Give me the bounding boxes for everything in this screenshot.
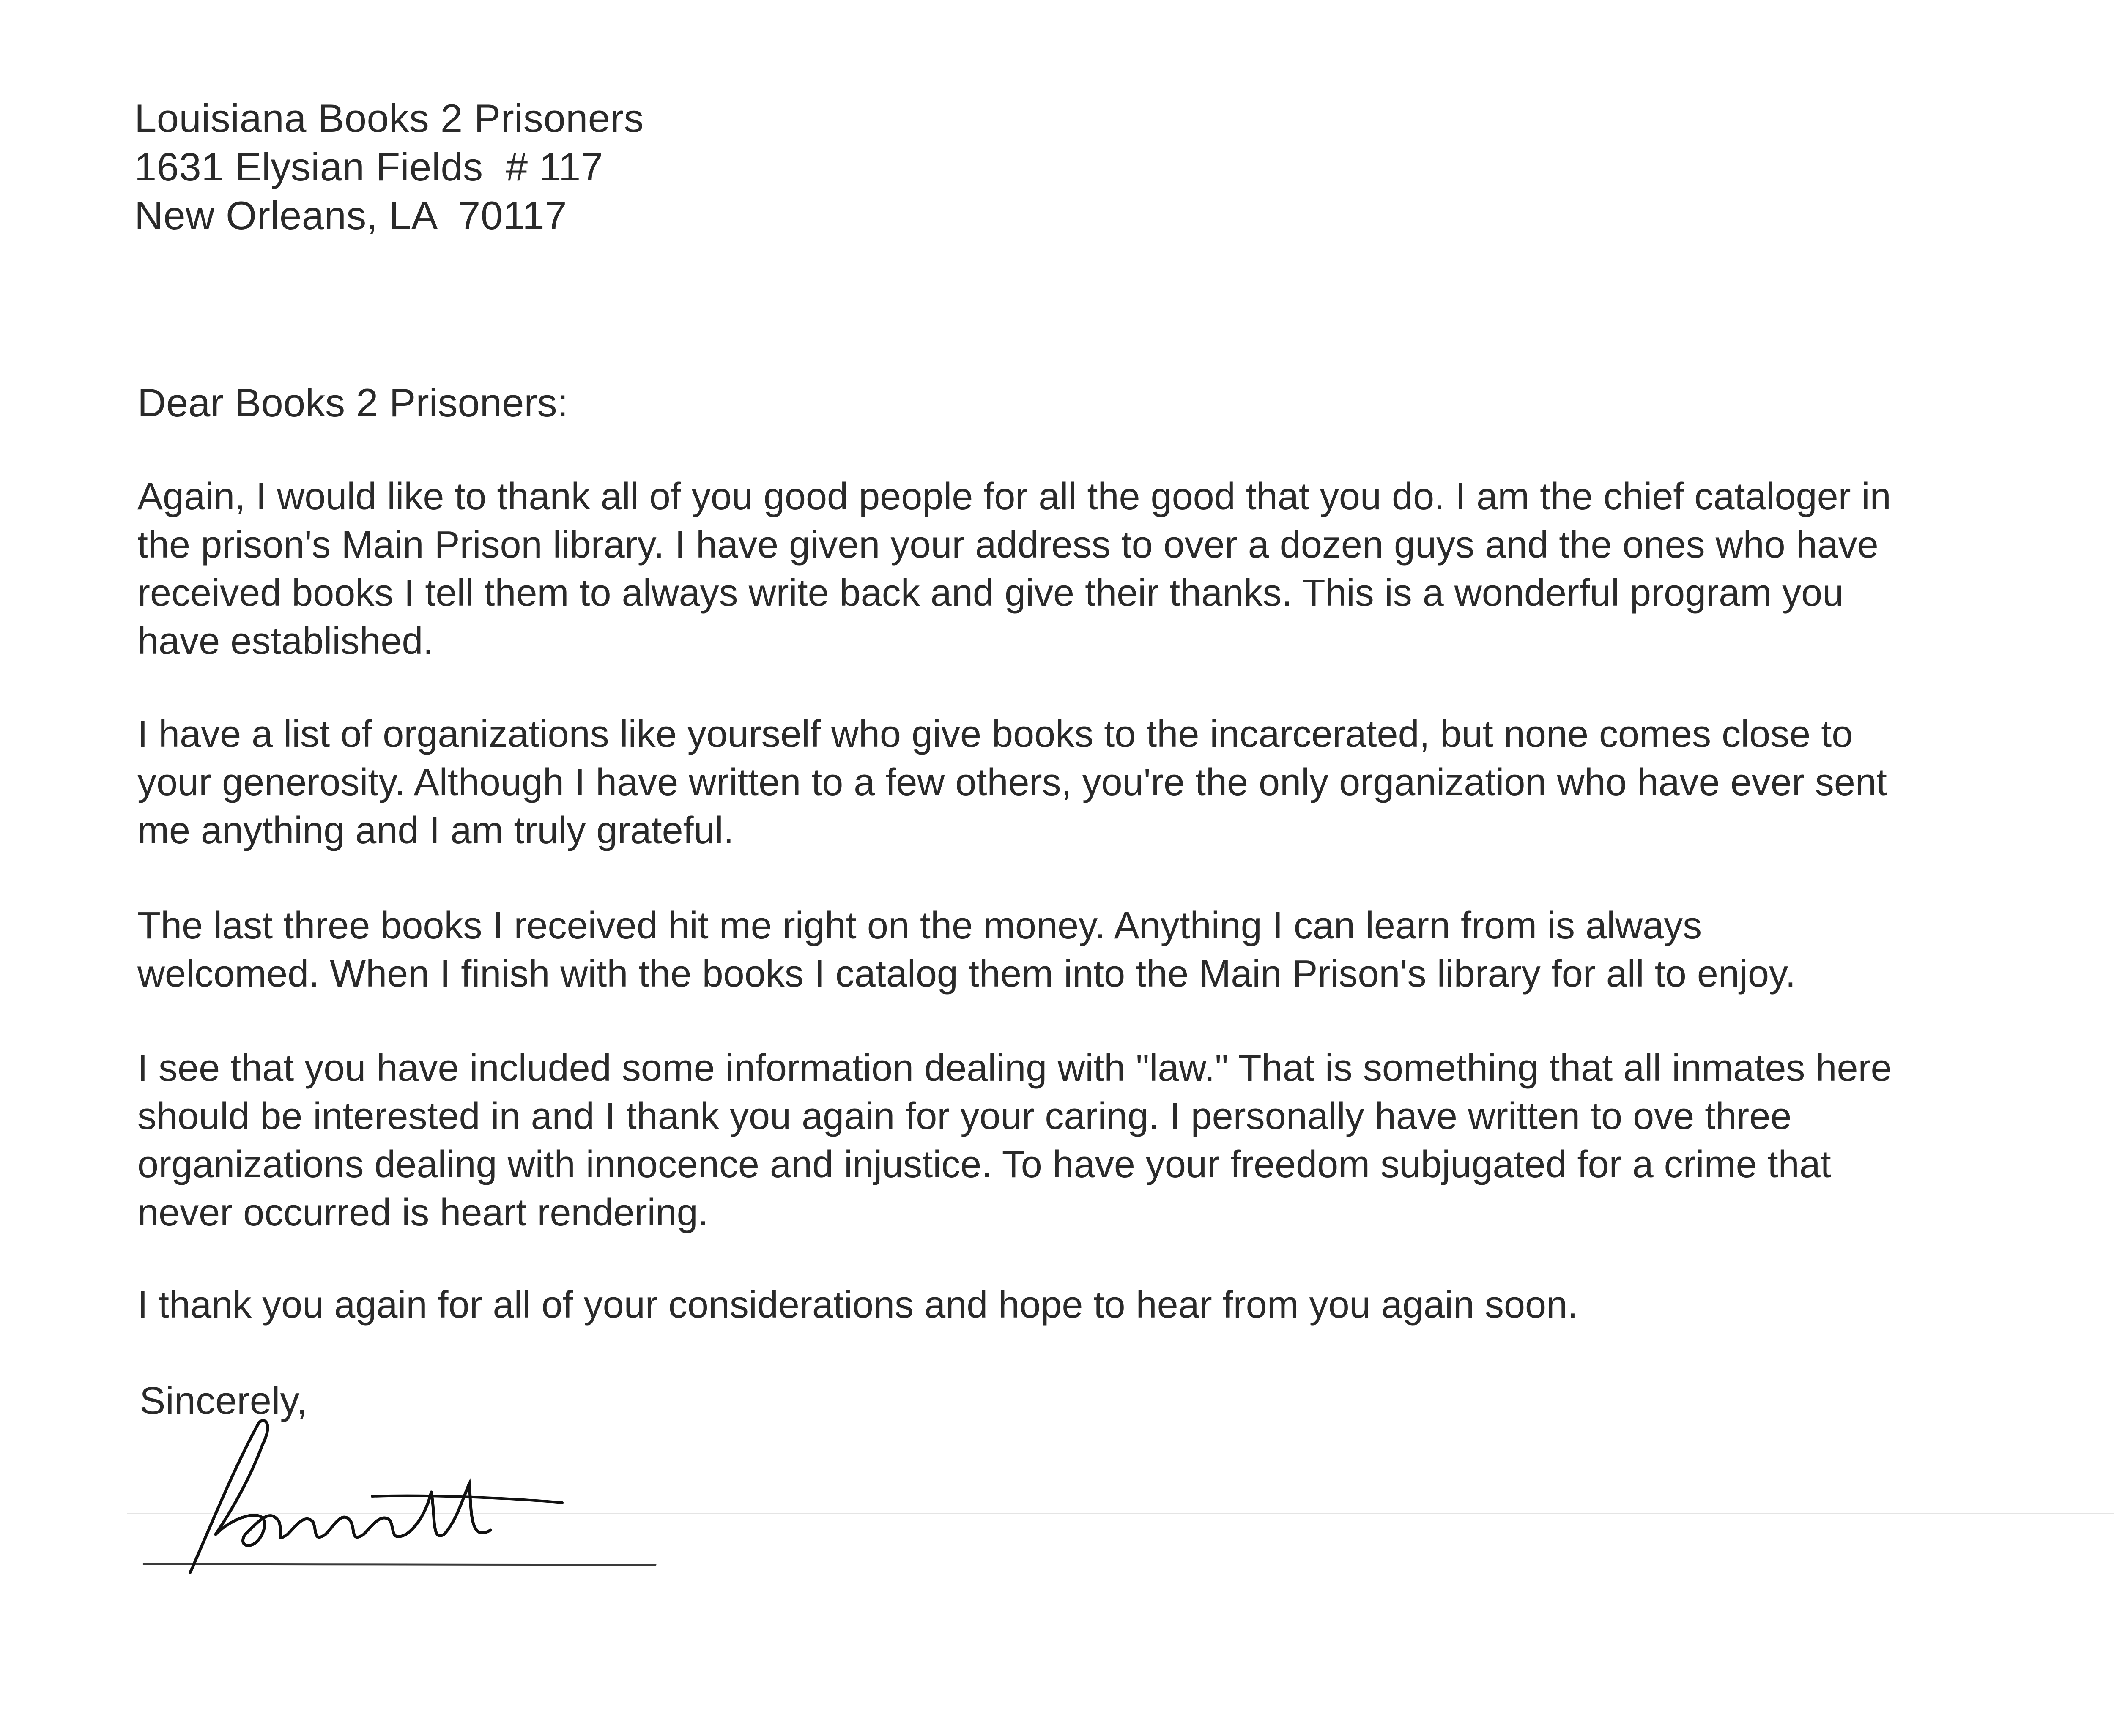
text-line: received books I tell them to always write back and give their thanks. This is a wonderful program you: [137, 572, 1844, 614]
paragraph-thanks: [137, 473, 2114, 665]
closing: Sincerely,: [140, 1379, 308, 1422]
text-line: never occurred is heart rendering.: [137, 1192, 709, 1234]
text-line: the prison's Main Prison library. I have given your address to over a dozen guys and the ones who have: [137, 524, 1879, 566]
text-line: Again, I would like to thank all of you good people for all the good that you do. I am the chief cataloger in: [137, 476, 1891, 518]
text-line: organizations dealing with innocence and injustice. To have your freedom subjugated for a crime that: [137, 1143, 1831, 1186]
text-line: I thank you again for all of your considerations and hope to hear from you again soon.: [137, 1284, 1578, 1326]
text-line: I have a list of organizations like yourself who give books to the incarcerated, but none comes close to: [137, 713, 1853, 755]
address-line-organization: Louisiana Books 2 Prisoners: [134, 96, 644, 140]
paragraph-closing-thanks: [137, 1281, 2114, 1329]
signature: [135, 1408, 685, 1585]
address-line-city: New Orleans, LA 70117: [134, 193, 567, 238]
text-line: your generosity. Although I have written to a few others, you're the only organization who have ever sent: [137, 761, 1887, 804]
text-line: welcomed. When I finish with the books I catalog them into the Main Prison's library for all to enjoy.: [137, 953, 1796, 995]
text-line: The last three books I received hit me right on the money. Anything I can learn from is always: [137, 905, 1702, 947]
paragraph-organizations: [137, 710, 2114, 855]
address-line-street: 1631 Elysian Fields # 117: [134, 145, 603, 189]
text-line: should be interested in and I thank you again for your caring. I personally have written to ove three: [137, 1095, 1792, 1137]
text-line: I see that you have included some information dealing with "law." That is something that all inmates here: [137, 1047, 1892, 1089]
salutation: Dear Books 2 Prisoners:: [137, 380, 568, 425]
text-line: have established.: [137, 620, 434, 662]
text-line: me anything and I am truly grateful.: [137, 809, 734, 852]
paragraph-law: [137, 1044, 2114, 1237]
paragraph-books: [137, 902, 2114, 998]
recipient-address: [134, 94, 644, 240]
